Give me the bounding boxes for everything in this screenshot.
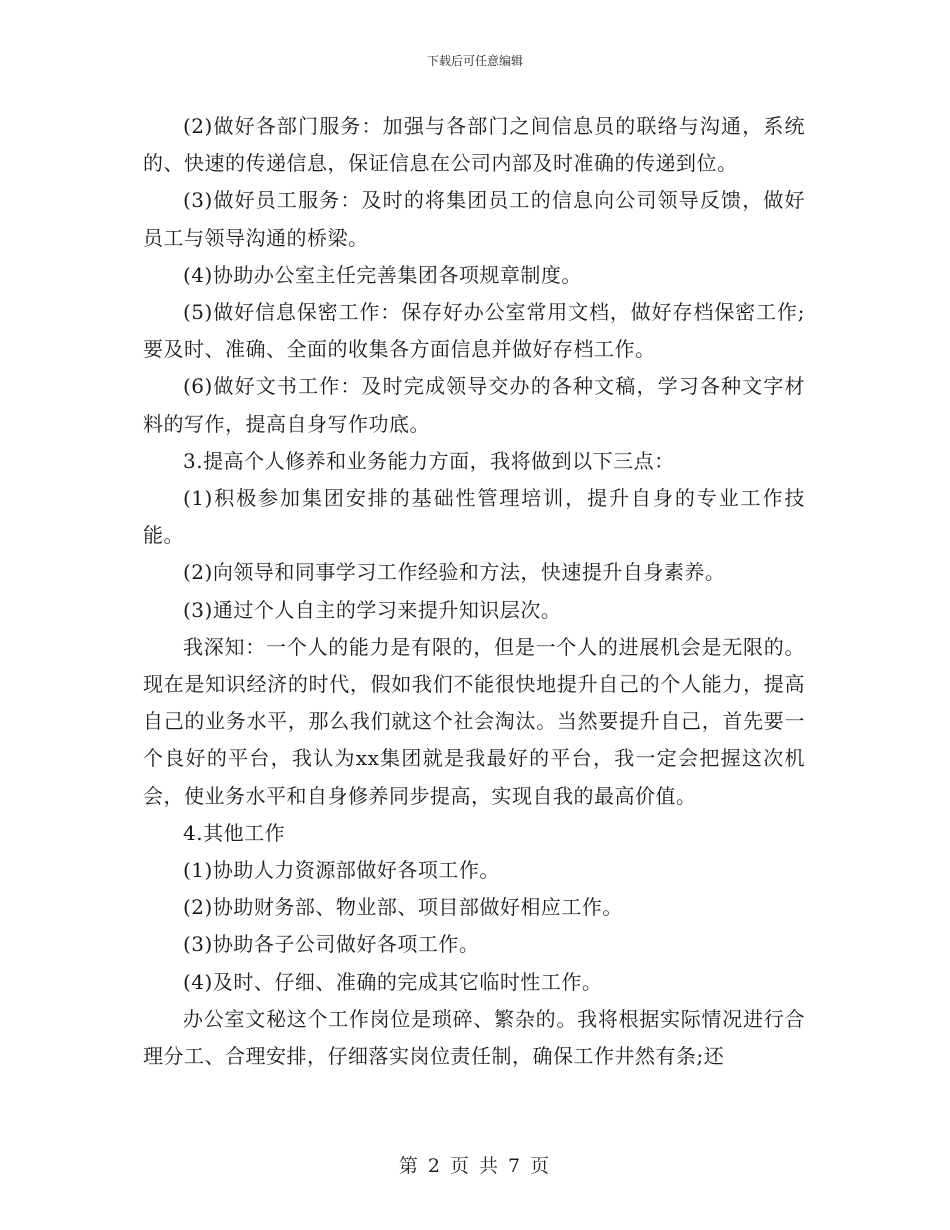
paragraph-3-2: (2)向领导和同事学习工作经验和方法，快速提升自身素养。: [183, 560, 726, 585]
page-header: 下载后可任意编辑: [426, 54, 523, 68]
paragraph-6: (6)做好文书工作：及时完成领导交办的各种文稿，学习各种文字材料的写作，提高自身写作功底。: [143, 374, 805, 436]
paragraph-3-3: (3)通过个人自主的学习来提升知识层次。: [183, 597, 562, 622]
section-3-heading: 3.提高个人修养和业务能力方面，我将做到以下三点：: [183, 448, 675, 473]
paragraph-2: (2)做好各部门服务：加强与各部门之间信息员的联络与沟通，系统的、快速的传递信息，保证信息在公司内部及时准确的传递到位。: [143, 114, 805, 176]
section-4-heading: 4.其他工作: [183, 820, 286, 845]
reflection-paragraph: 我深知：一个人的能力是有限的，但是一个人的进展机会是无限的。现在是知识经济的时代，假如我们不能很快地提升自己的个人能力，提高自己的业务水平，那么我们就这个社会淘汰。当然要提升自己，首先要一个良好的平台，我认为xx集团就是我最好的平台，我一定会把握这次机会，使业务水平和自身修养同步提高，实现自我的最高价值。: [143, 634, 805, 808]
paragraph-4: (4)协助办公室主任完善集团各项规章制度。: [183, 262, 582, 287]
paragraph-5: (5)做好信息保密工作：保存好办公室常用文档，做好存档保密工作;要及时、准确、全面的收集各方面信息并做好存档工作。: [143, 300, 805, 362]
paragraph-3-1: (1)积极参加集团安排的基础性管理培训，提升自身的专业工作技能。: [143, 486, 805, 548]
document-body: [143, 108, 805, 1075]
paragraph-4-4: (4)及时、仔细、准确的完成其它临时性工作。: [183, 969, 603, 994]
paragraph-4-1: (1)协助人力资源部做好各项工作。: [183, 858, 500, 883]
closing-paragraph: 办公室文秘这个工作岗位是琐碎、繁杂的。我将根据实际情况进行合理分工、合理安排，仔细落实岗位责任制，确保工作井然有条;还: [143, 1006, 805, 1069]
paragraph-4-2: (2)协助财务部、物业部、项目部做好相应工作。: [183, 895, 623, 920]
paragraph-4-3: (3)协助各子公司做好各项工作。: [183, 932, 480, 957]
paragraph-3: (3)做好员工服务：及时的将集团员工的信息向公司领导反馈，做好员工与领导沟通的桥梁。: [143, 188, 805, 250]
page-footer: 第 2 页 共 7 页: [398, 1155, 552, 1177]
